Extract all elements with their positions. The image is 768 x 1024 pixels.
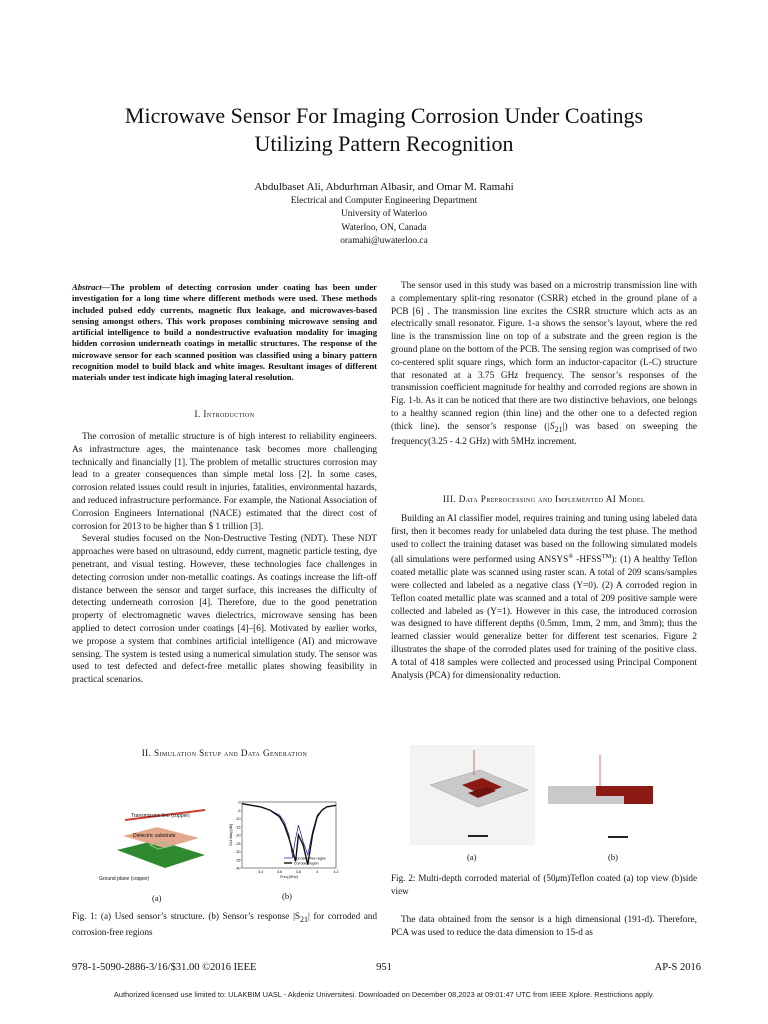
fig2-side-view [548,750,658,845]
author-email: oramahi@uwaterloo.ca [340,235,428,246]
section-heading-introduction: I. Introduction [194,409,255,419]
s21-response-chart [228,800,340,880]
fig2-sublabel-a: (a) [467,852,477,862]
x-axis-label: Freq [GHz] [280,875,298,879]
figure-1-caption: Fig. 1: (a) Used sensor’s structure. (b) Sensor’s response |S21| for corroded and corrosion-free regions [72,911,377,937]
legend-label: Corroded region [294,861,319,866]
affiliation-line: University of Waterloo [340,209,428,220]
section-heading-preprocessing: III. Data Preprocessing and Implemented AI Model [442,494,646,504]
figure-2-caption: Fig. 2: Multi-depth corroded material of (50μm)Teflon coated (a) top view (b)side view [391,873,697,896]
affiliation-line: Waterloo, ON, Canada [341,222,427,233]
y-tick-label: -15 [235,825,241,830]
sensor-structure-figure [95,800,220,890]
legend-label: Corrosion-free region [294,856,327,861]
page-number: 951 [376,962,392,973]
y-axis-label: S21 Mag [dB] [229,824,233,846]
y-tick-label: -20 [235,833,241,838]
y-tick-label: -30 [235,850,241,854]
fig1-sublabel-a: (a) [152,893,162,903]
affiliation [40,195,728,248]
license-notice: Authorized licensed use limited to: ULAKBIM UASL - Akdeniz Universitesi. Downloaded on December 08,2023 at 09:01:47 UTC from IEEE Xplore. Restrictions apply. [113,990,655,999]
title-line-1: Microwave Sensor For Imaging Corrosion Under Coatings [124,103,644,128]
y-tick-label: -5 [237,808,241,813]
footer-isbn: 978-1-5090-2886-3/16/$31.00 ©2016 IEEE [72,962,257,973]
x-tick-label: 4 [316,870,319,874]
scale-bar [468,835,488,837]
x-tick-label: 3.8 [295,870,301,874]
abstract [72,282,377,384]
footer-conference: AP-S 2016 [654,962,701,973]
sensor-description: The sensor used in this study was based on a microstrip transmission line with a complementary split-ring resonator (CSRR) etched in the ground plane of a PCB [6] . The transmission line excites the CSRR structure which acts as an electrically small resonator. Figure. 1-a shows the sensor’s layout, where the red line is the transmission line on top of a substrate and the green region is the ground plane on the bottom of the PCB. The sensing region was comprised of two co-centered split square rings, which form an inductor-capacitor (L-C) structure that resonated at a 3.75 GHz frequency. The sensor’s responses of the transmission coefficient magnitude for healthy and corroded regions are shown in Fig. 1-b. As it can be noticed that there are two distinctive behaviors, one belongs to a healthy scanned region (thin line) and the other one to a defected region (thick line). the sensor’s response (|S21|) was based on sweeping the frequency(3.25 - 4.2 GHz) with 5MHz increment. [391,281,697,448]
scale-bar-side [608,836,628,838]
paper-title [40,102,728,158]
y-tick-label: -10 [235,817,241,821]
x-tick-label: 4.2 [333,870,339,874]
fig1-sublabel-b: (b) [282,891,292,901]
title-line-2: Utilizing Pattern Recognition [254,131,514,156]
intro-paragraph: Several studies focused on the Non-Destructive Testing (NDT). These NDT approaches were based on ultrasound, eddy current, magnetic particle testing, dye penetrant, and visual testing. However, these technologies face challenges in detecting corrosion under non-metallic coatings. As coatings increase the lift-off distance between the sensor and target surface, this increases the difficulty of detecting underneath corrosion [4]. Therefore, due to the good penetration property of electromagnetic waves dielectrics, microwave sensing has been applied to detect corrosion under coatings [4]–[6]. Motivated by earlier works, we propose a system that combines artificial intelligence (AI) and microwave sensing. The system is tested using a numerical simulation study. The sensor was used to test defected and defect-free metallic plates showing feasibility in practical scenarios. [72,534,377,686]
s21-chart-svg [228,800,340,880]
preprocessing-body: Building an AI classifier model, requires training and tuning using labeled data first, then it becomes ready for unlabeled data during the test phase. The method used to collect the training dataset was based on the following simulated models (all simulations were performed using ANSYS® -HFSS™): (1) A healthy Teflon coated metallic plate was scanned using raster scan. A total of 209 scans/samples were collected and labeled as a negative class (Y=0). (2) A corroded region in Teflon coated metallic plate was scanned and a total of 209 positive sample were collected and labeled as (Y=1). However in this case, the introduced corrosion was designed to have different depths (0.5mm, 1mm, 2 mm, and 3mm); thus the learned classier would generalize better for different test scenarios. Figure 2 illustrates the shape of the corroded plates used for training of the positive class. A total of 418 samples were collected and processed using Principal Component Analysis (PCA) for dimensionality reduction. [391,514,697,681]
fig2-sublabel-b: (b) [608,852,618,862]
section-heading-simulation: II. Simulation Setup and Data Generation [141,748,308,758]
y-tick-label: -40 [235,866,241,871]
fig2-top-view [410,745,535,845]
label-transmission-line: Transmission line (copper) [131,813,190,819]
authors: Abdulbaset Ali, Abdurhman Albasir, and Omar M. Ramahi [254,181,514,193]
label-dielectric-substrate: Dielectric substrate [133,833,176,839]
abstract-lead: Abstract [72,282,102,292]
y-tick-label: -25 [235,841,241,846]
y-tick-label: 0 [238,800,241,805]
x-tick-label: 3.6 [277,870,283,874]
x-tick-label: 3.4 [258,870,264,874]
introduction-body [72,431,377,687]
intro-paragraph: The corrosion of metallic structure is of high interest to reliability engineers. As infrastructure ages, the maintenance task becomes more challenging technically and financially [1]. The problem of metallic structures corrosion may lead to a greater consequences than simple metal loss [2]. In some cases, corrosion related issues could result in injuries, fatalities, environmental hazards, and reduced infrastructure performance. For example, the National Association of Corrosion Engineers International (NACE) estimated that the direct cost of corrosion for 2013 to be higher than $ 1 trillion [3]. [72,432,377,532]
label-ground-plane: Ground plane (copper) [99,876,150,882]
affiliation-line: Electrical and Computer Engineering Department [290,196,478,206]
pca-paragraph: The data obtained from the sensor is a high dimensional (191-d). Therefore, PCA was used to reduce the data dimension to 15-d as [391,915,697,938]
abstract-text: —The problem of detecting corrosion under coating has been under investigation for a long time where different methods were used. These methods included pulsed eddy currents, magnetic flux leakage, and microwaves-based sensing amongst others. This work proposes combining microwave sensing and artificial intelligence to build a nondestructive evaluation modality for imaging hidden corrosion underneath coatings in metallic structures. The response of the microwave sensor for each scanned position was classified using a binary pattern recognition model to build black and white images. Resultant images of different materials under test indicate high imaging lateral resolution. [72,282,377,383]
y-tick-label: -35 [235,858,241,863]
